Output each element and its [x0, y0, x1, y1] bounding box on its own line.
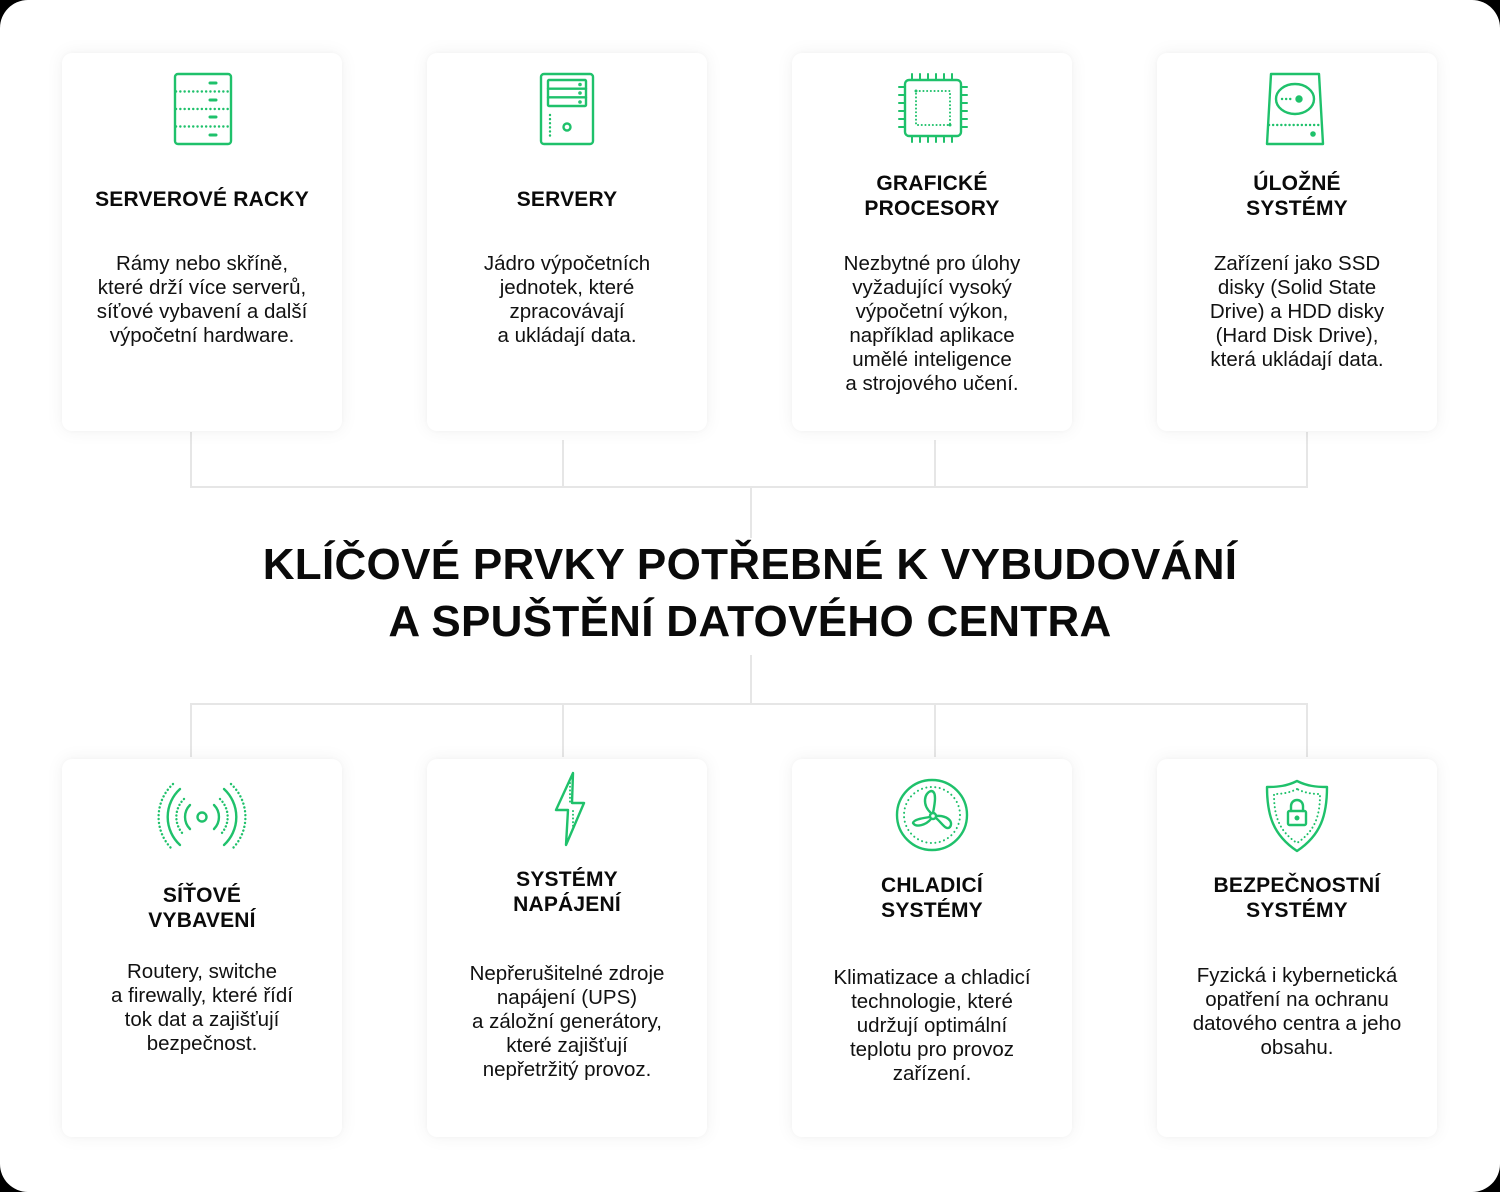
connector-line: [934, 705, 936, 757]
card-title: CHLADICÍ SYSTÉMY: [881, 874, 983, 922]
card-server-racks: [62, 53, 342, 431]
connector-line: [190, 703, 1308, 705]
card-description: Klimatizace a chladicí technologie, které udržují optimální teplotu pro provoz zařízení.: [833, 966, 1031, 1085]
card-title: GRAFICKÉ PROCESORY: [864, 172, 1000, 220]
network-signal-icon: [147, 775, 257, 855]
card-gpus: [792, 53, 1072, 431]
card-title: SYSTÉMY NAPÁJENÍ: [513, 868, 621, 916]
card-description: Rámy nebo skříně, které drží více serverů, síťové vybavení a další výpočetní hardware.: [96, 252, 308, 347]
card-power: [427, 759, 707, 1137]
security-shield-icon: [1257, 775, 1337, 855]
card-description: Jádro výpočetních jednotek, které zpracovávají a ukládají data.: [483, 252, 651, 347]
card-title: SÍŤOVÉ VYBAVENÍ: [148, 884, 256, 932]
title-line-1: KLÍČOVÉ PRVKY POTŘEBNÉ K VYBUDOVÁNÍ: [262, 540, 1238, 589]
connector-line: [934, 440, 936, 488]
card-security: [1157, 759, 1437, 1137]
card-storage: [1157, 53, 1437, 431]
lightning-bolt-icon: [527, 769, 607, 849]
connector-line: [562, 440, 564, 488]
connector-line: [190, 486, 1308, 488]
card-description: Nepřerušitelné zdroje napájení (UPS) a záložní generátory, které zajišťují nepřetržitý provoz.: [469, 962, 665, 1081]
connector-line: [190, 432, 192, 488]
card-cooling: [792, 759, 1072, 1137]
cooling-fan-icon: [892, 775, 972, 855]
card-title: SERVERY: [516, 188, 618, 211]
connector-line: [1306, 432, 1308, 488]
card-network: [62, 759, 342, 1137]
connector-line: [750, 655, 752, 703]
card-description: Zařízení jako SSD disky (Solid State Drive) a HDD disky (Hard Disk Drive), která ukládají data.: [1209, 252, 1385, 371]
card-description: Routery, switche a firewally, které řídí tok dat a zajišťují bezpečnost.: [111, 960, 293, 1055]
server-rack-icon: [162, 69, 242, 149]
diagram-title: [150, 536, 1350, 650]
title-line-2: A SPUŠTĚNÍ DATOVÉHO CENTRA: [388, 597, 1112, 646]
card-servers: [427, 53, 707, 431]
card-title: ÚLOŽNÉ SYSTÉMY: [1246, 172, 1348, 220]
connector-line: [1306, 705, 1308, 757]
gpu-chip-icon: [892, 69, 972, 149]
card-title: BEZPEČNOSTNÍ SYSTÉMY: [1213, 874, 1381, 922]
card-description: Fyzická i kybernetická opatření na ochranu datového centra a jeho obsahu.: [1192, 964, 1402, 1059]
storage-drive-icon: [1257, 69, 1337, 149]
connector-line: [190, 705, 192, 757]
connector-line: [562, 705, 564, 757]
card-description: Nezbytné pro úlohy vyžadující vysoký výpočetní výkon, například aplikace umělé inteligence a strojového učení.: [843, 252, 1021, 395]
server-tower-icon: [527, 69, 607, 149]
connector-line: [750, 488, 752, 538]
card-title: SERVEROVÉ RACKY: [95, 188, 309, 211]
